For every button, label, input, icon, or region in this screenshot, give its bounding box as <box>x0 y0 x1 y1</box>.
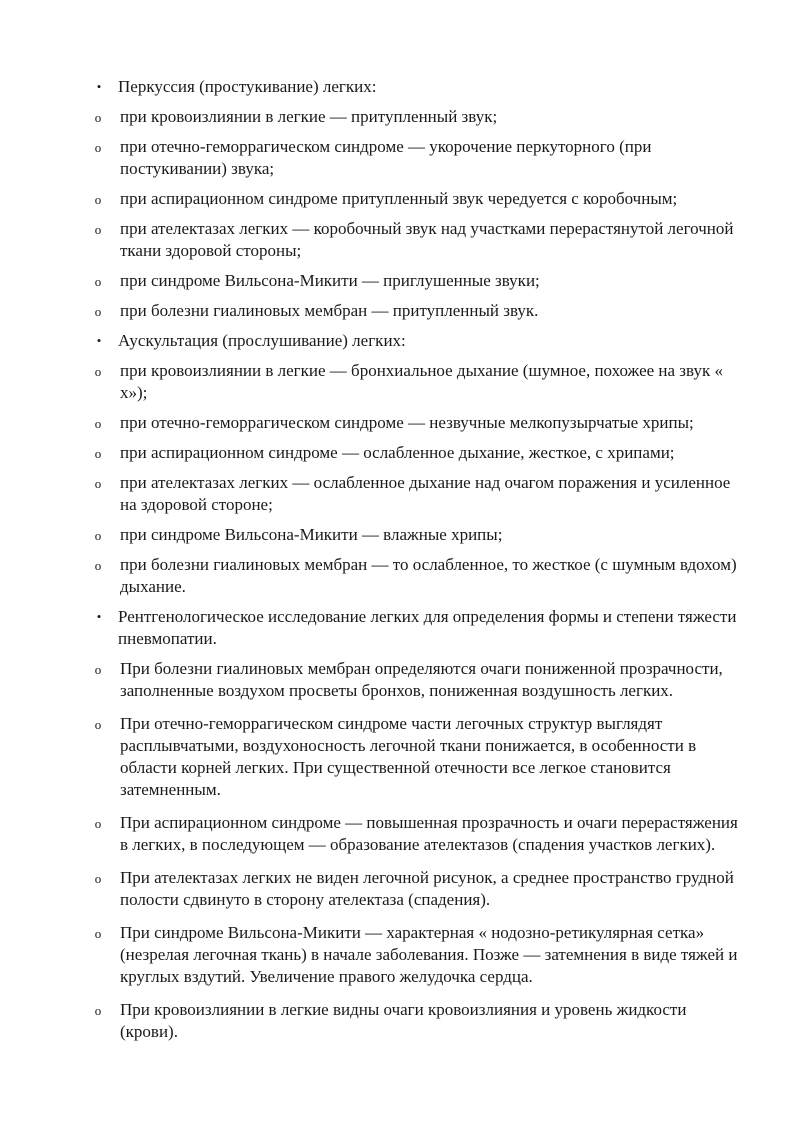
list-item-text: При синдроме Вильсона-Микити — характерная « нодозно-ретикулярная сетка» (незрелая легочная ткань) в начале заболевания. Позже — затемнения в виде тяжей и круглых вздутий. Увеличение правого желудочка сердца. <box>120 923 738 986</box>
list-item <box>0 867 800 911</box>
list-item-text: При ателектазах легких не виден легочной рисунок, а среднее пространство грудной полости сдвинуто в сторону ателектаза (спадения). <box>120 868 734 909</box>
list-item-text: при ателектазах легких — коробочный звук над участками перерастянутой легочной ткани здоровой стороны; <box>120 219 734 260</box>
bullet-marker: • <box>96 79 102 94</box>
document-page <box>0 76 800 1054</box>
list-item <box>0 136 800 180</box>
sub-bullet-marker: o <box>94 662 102 677</box>
list-item-text: при отечно-геморрагическом синдроме — незвучные мелкопузырчатые хрипы; <box>120 413 694 432</box>
section-auscultation <box>0 330 800 598</box>
sub-bullet-marker: o <box>94 222 102 237</box>
sub-bullet-marker: o <box>94 140 102 155</box>
list-item <box>0 922 800 988</box>
list-item-text: при кровоизлиянии в легкие — бронхиальное дыхание (шумное, похожее на звук « х»); <box>120 361 723 402</box>
list-item <box>0 106 800 128</box>
list-item-text: При отечно-геморрагическом синдроме части легочных структур выглядят расплывчатыми, воздухоносность легочной ткани понижается, в особенности в области корней легких. При существенной отечности все легкое становится затемненным. <box>120 714 697 799</box>
section-heading: Аускультация (прослушивание) легких: <box>118 331 406 350</box>
list-item-text: При кровоизлиянии в легкие видны очаги кровоизлияния и уровень жидкости (крови). <box>120 1000 687 1041</box>
list-item <box>0 442 800 464</box>
sub-bullet-marker: o <box>94 1003 102 1018</box>
sub-bullet-marker: o <box>94 717 102 732</box>
section-percussion <box>0 76 800 322</box>
bullet-heading <box>0 606 800 650</box>
list-item <box>0 524 800 546</box>
bullet-marker: • <box>96 609 102 624</box>
sub-bullet-marker: o <box>94 528 102 543</box>
list-item-text: при болезни гиалиновых мембран — притупленный звук. <box>120 301 539 320</box>
section-xray <box>0 606 800 1043</box>
section-heading: Перкуссия (простукивание) легких: <box>118 77 377 96</box>
sub-bullet-marker: o <box>94 446 102 461</box>
sub-bullet-marker: o <box>94 416 102 431</box>
section-heading: Рентгенологическое исследование легких для определения формы и степени тяжести пневмопатии. <box>118 607 737 648</box>
sub-bullet-marker: o <box>94 192 102 207</box>
list-item-text: при аспирационном синдроме — ослабленное дыхание, жесткое, с хрипами; <box>120 443 675 462</box>
list-item <box>0 360 800 404</box>
sub-bullet-marker: o <box>94 476 102 491</box>
list-item <box>0 188 800 210</box>
list-item <box>0 218 800 262</box>
bullet-marker: • <box>96 333 102 348</box>
sub-bullet-marker: o <box>94 304 102 319</box>
list-item <box>0 812 800 856</box>
list-item <box>0 999 800 1043</box>
sub-bullet-marker: o <box>94 558 102 573</box>
bullet-heading <box>0 76 800 98</box>
list-item-text: при синдроме Вильсона-Микити — приглушенные звуки; <box>120 271 540 290</box>
sub-bullet-marker: o <box>94 364 102 379</box>
list-item <box>0 270 800 292</box>
list-item-text: при кровоизлиянии в легкие — притупленный звук; <box>120 107 498 126</box>
sub-bullet-marker: o <box>94 110 102 125</box>
list-item-text: при болезни гиалиновых мембран — то ослабленное, то жесткое (с шумным вдохом) дыхание. <box>120 555 737 596</box>
bullet-heading <box>0 330 800 352</box>
list-item <box>0 300 800 322</box>
sub-bullet-marker: o <box>94 871 102 886</box>
list-item-text: при ателектазах легких — ослабленное дыхание над очагом поражения и усиленное на здоровой стороне; <box>120 473 731 514</box>
list-item <box>0 658 800 702</box>
list-item-text: При аспирационном синдроме — повышенная прозрачность и очаги перерастяжения в легких, в последующем — образование ателектазов (спадения участков легких). <box>120 813 738 854</box>
sub-bullet-marker: o <box>94 926 102 941</box>
list-item-text: При болезни гиалиновых мембран определяются очаги пониженной прозрачности, заполненные воздухом просветы бронхов, пониженная воздушность легких. <box>120 659 723 700</box>
sub-bullet-marker: o <box>94 274 102 289</box>
sub-bullet-marker: o <box>94 816 102 831</box>
list-item <box>0 713 800 801</box>
list-item-text: при синдроме Вильсона-Микити — влажные хрипы; <box>120 525 503 544</box>
list-item <box>0 412 800 434</box>
list-item-text: при отечно-геморрагическом синдроме — укорочение перкуторного (при постукивании) звука; <box>120 137 652 178</box>
list-item <box>0 554 800 598</box>
list-item-text: при аспирационном синдроме притупленный звук чередуется с коробочным; <box>120 189 678 208</box>
list-item <box>0 472 800 516</box>
